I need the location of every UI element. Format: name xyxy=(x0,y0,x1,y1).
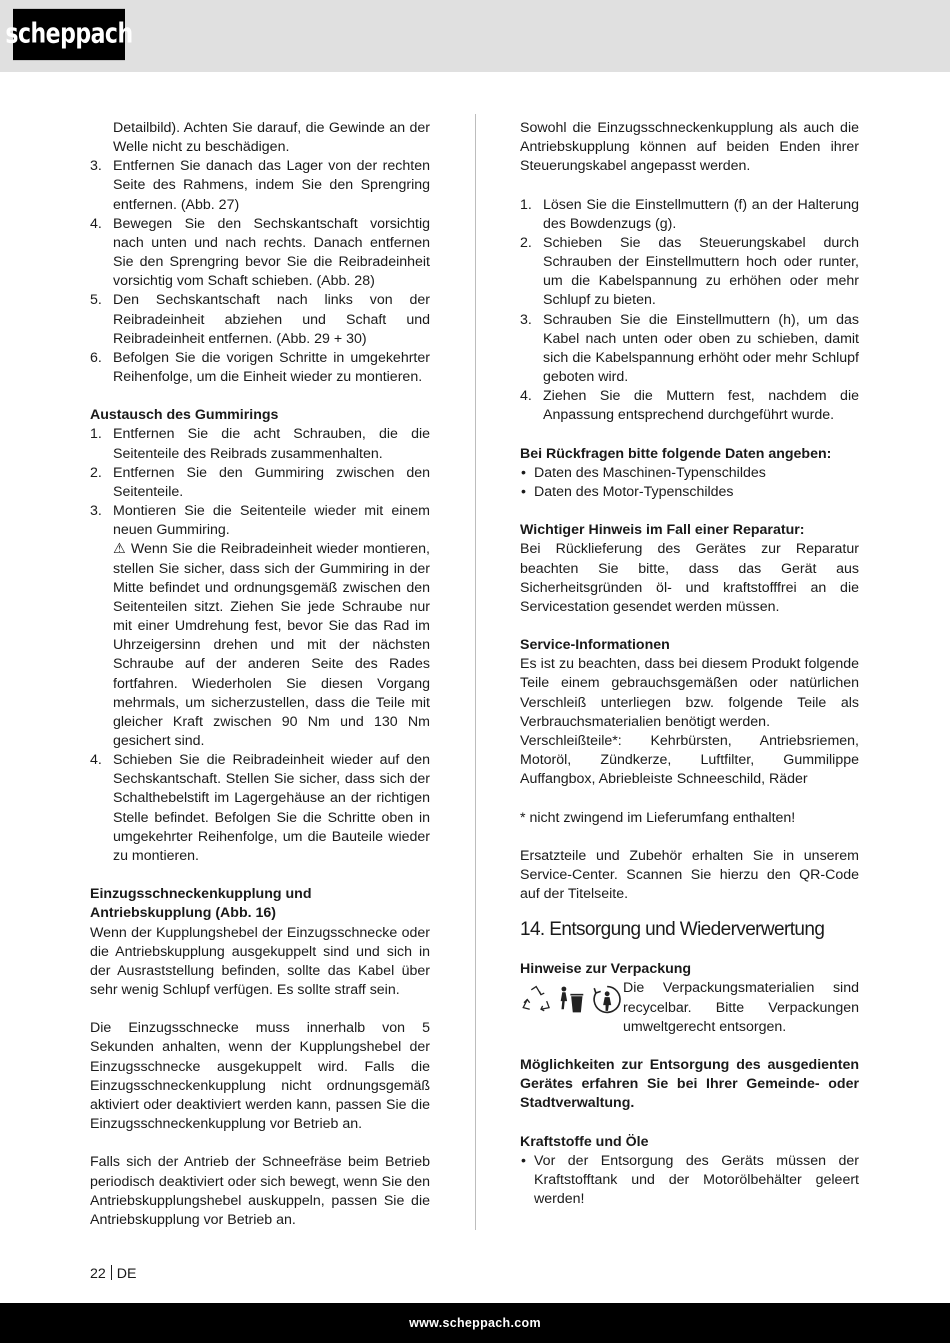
list-item: 4. Schieben Sie die Reibradeinheit wieder auf den Sechskantschaft. Stellen Sie sicher, dass sich der Schalthebelstift im Lagergehäuse an der richtigen Stelle befindet. Befolgen Sie die Schritte oben in umgekehrter Reihenfolge, um die Bauteile wieder zu montieren. xyxy=(90,752,430,864)
gummiring-steps-list xyxy=(90,425,430,540)
page-header xyxy=(0,0,950,72)
list-item: 6. Befolgen Sie die vorigen Schritte in umgekehrter Reihenfolge, um die Einheit wieder zu montieren. xyxy=(90,349,430,386)
heading-kupplung: Einzugsschneckenkupplung und xyxy=(90,886,312,903)
warning-icon: ⚠ xyxy=(113,541,127,558)
bullet-list xyxy=(520,464,859,502)
recycle-icon xyxy=(520,983,552,1016)
list-item: 5. Den Sechskantschaft nach links von der Reibradeinheit abziehen und Schaft und Reibradeinheit entfernen. (Abb. 29 + 30) xyxy=(90,292,430,347)
paragraph: Wenn der Kupplungshebel der Einzugsschnecke oder die Antriebskupplung ausgekuppelt sind und sich in der Ausraststellung befinden, sollte das Kabel über sehr wenig Schlupf verfügen. Es sollte straff sein. xyxy=(90,924,430,998)
paragraph: Falls sich der Antrieb der Schneefräse beim Betrieb periodisch deaktiviert oder sich bewegt, wenn Sie den Antriebskupplungshebel auskuppeln, passen Sie die Antriebskupplung vor Betrieb an. xyxy=(90,1154,430,1228)
warning-note: ⚠ Wenn Sie die Reibradeinheit wieder montieren, stellen Sie sicher, dass sich der Gummiring in der Mitte befindet und ordnungsgemäß zwischen den Seitenteilen sitzt. Ziehen Sie jede Schraube nur mit einer Umdrehung fest, bevor Sie das Rad im Uhrzeigersinn drehen und mit der nächsten Schraube auf der anderen Seite des Rades fortfahren. Wiederholen Sie diesen Vorgang mehrmals, um sicherzustellen, dass die Teile mit gleicher Kraft zwischen 90 Nm und 130 Nm gesichert sind. xyxy=(113,541,430,749)
list-item: • Vor der Entsorgung des Geräts müssen der Kraftstofftank und der Motorölbehälter geleert werden! xyxy=(521,1152,859,1208)
recycling-symbols xyxy=(520,979,623,1019)
removal-steps-list xyxy=(90,157,430,387)
trash-bin-person-icon xyxy=(555,983,587,1016)
list-item: 4. Ziehen Sie die Muttern fest, nachdem die Anpassung entsprechend durchgeführt wurde. xyxy=(520,388,859,424)
paragraph: Sowohl die Einzugsschneckenkupplung als auch die Antriebskupplung können auf beiden Enden ihrer Steuerungskabel angepasst werden. xyxy=(520,120,859,175)
footnote: * nicht zwingend im Lieferumfang enthalten! xyxy=(520,809,796,826)
list-item: 4. Bewegen Sie den Sechskantschaft vorsichtig nach unten und nach rechts. Danach entfernen Sie den Sprengring bevor Sie die Reibradeinheit vorsichtig vom Schaft schieben. (Abb. 28) xyxy=(90,215,430,290)
paragraph: Die Einzugsschnecke muss innerhalb von 5 Sekunden anhalten, wenn der Kupplungshebel der Einzugsschnecke ausgekuppelt wird. Falls die Einzugsschneckenkupplung nicht ordnungsgemäß aktiviert oder deaktiviert werden kann, passen Sie die Einzugsschneckenkupplung vor Betrieb an. xyxy=(90,1020,430,1133)
website-link[interactable]: www.scheppach.com xyxy=(409,1316,541,1330)
right-column xyxy=(520,119,859,1209)
recycling-person-icon xyxy=(591,983,623,1016)
list-item: 3. Montieren Sie die Seitenteile wieder mit einem neuen Gummiring. xyxy=(90,503,430,539)
packaging-text: Die Verpackungsmaterialien sind recycelbar. Bitte Verpackungen umweltgerecht entsorgen. xyxy=(623,980,859,1035)
left-column xyxy=(90,119,430,1230)
paragraph: Ersatzteile und Zubehör erhalten Sie in unserem Service-Center. Scannen Sie hierzu den QR-Code auf der Titelseite. xyxy=(520,847,859,903)
heading-service: Service-Informationen xyxy=(520,637,670,654)
paragraph: Es ist zu beachten, dass bei diesem Produkt folgende Teile einem gebrauchsgemäßen oder natürlichen Verschleiß unterliegen bzw. folgende Teile als Verbrauchsmaterialien benötigt werden. xyxy=(520,656,859,730)
column-divider xyxy=(475,114,476,1230)
section-title: 14. Entsorgung und Wiederverwertung xyxy=(520,919,825,941)
list-item: • Daten des Motor-Typenschildes xyxy=(521,483,734,500)
list-item: 3. Schrauben Sie die Einstellmuttern (h), um das Kabel nach unten oder oben zu schieben, damit sich die Kabelspannung erhöht oder mehr Schlupf geboten wird. xyxy=(520,311,859,386)
list-item: 3. Entfernen Sie danach das Lager von der rechten Seite des Rahmens, indem Sie den Sprengring entfernen. (Abb. 27) xyxy=(90,158,430,213)
heading-reparatur: Wichtiger Hinweis im Fall einer Reparatur: xyxy=(520,522,805,539)
list-item: 1. Entfernen Sie die acht Schrauben, die die Seitenteile des Reibrads zusammenhalten. xyxy=(90,426,430,462)
list-item: 1. Lösen Sie die Einstellmuttern (f) an der Halterung des Bowdenzugs (g). xyxy=(520,196,859,232)
language-code: DE xyxy=(116,1266,137,1282)
heading-gummiring: Austausch des Gummirings xyxy=(90,407,279,424)
list-item: 2. Entfernen Sie den Gummiring zwischen den Seitenteile. xyxy=(90,464,430,500)
heading-verpackung: Hinweise zur Verpackung xyxy=(520,961,692,978)
bullet-list xyxy=(520,1152,859,1209)
continued-text: Detailbild). Achten Sie darauf, die Gewinde an der Welle nicht zu beschädigen. xyxy=(113,120,430,156)
heading-kupplung-line2: Antriebskupplung (Abb. 16) xyxy=(90,905,277,922)
heading-moeglichkeiten: Möglichkeiten zur Entsorgung des ausgedienten Gerätes erfahren Sie bei Ihrer Gemeinde- oder Stadtverwaltung. xyxy=(520,1057,859,1112)
brand-logo: scheppach xyxy=(13,9,125,60)
list-item: • Daten des Maschinen-Typenschildes xyxy=(521,464,766,481)
gummiring-steps-list-continued xyxy=(90,751,430,866)
page-number: 22 DE xyxy=(90,1266,137,1282)
list-item: 2. Schieben Sie das Steuerungskabel durch Schrauben der Einstellmuttern hoch oder runter, um die Kabelspannung zu erhöhen oder mehr Schlupf zu bieten. xyxy=(520,234,859,309)
paragraph: Bei Rücklieferung des Gerätes zur Reparatur beachten Sie bitte, dass das Gerät aus Sicherheitsgründen öl- und kraftstofffrei an die Servicestation gesendet werden müssen. xyxy=(520,541,859,615)
heading-rueckfragen: Bei Rückfragen bitte folgende Daten angeben: xyxy=(520,445,832,462)
page-footer xyxy=(0,1303,950,1343)
heading-kraftstoffe: Kraftstoffe und Öle xyxy=(520,1133,649,1150)
paragraph: Verschleißteile*: Kehrbürsten, Antriebsriemen, Motoröl, Zündkerze, Luftfilter, Gummilippe Auffangbox, Abriebleiste Schneeschild, Räder xyxy=(520,732,859,788)
adjustment-steps-list xyxy=(520,196,859,426)
packaging-note xyxy=(520,979,859,1036)
